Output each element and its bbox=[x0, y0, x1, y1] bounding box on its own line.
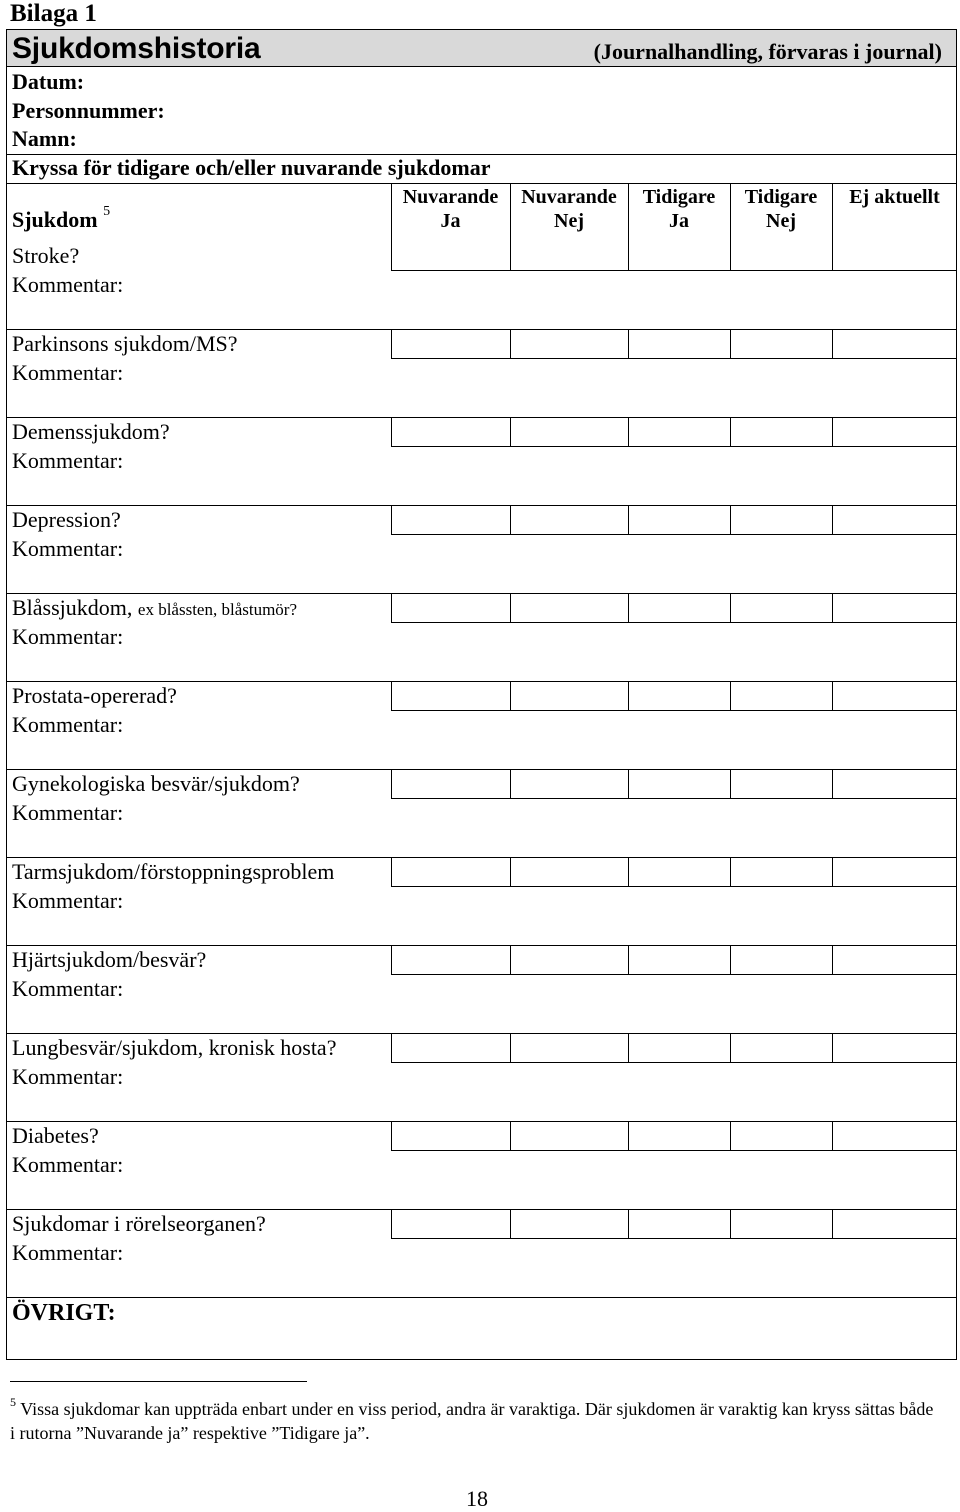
column-header-previous-no bbox=[730, 185, 832, 233]
table-header-row bbox=[6, 184, 957, 242]
checkbox-not-applicable[interactable] bbox=[832, 770, 957, 799]
footnote bbox=[10, 1392, 940, 1445]
checkbox-current-no[interactable] bbox=[510, 1210, 628, 1239]
checkbox-previous-yes[interactable] bbox=[628, 1210, 730, 1239]
column-header-line2: Ja bbox=[440, 210, 461, 232]
checkbox-previous-yes[interactable] bbox=[628, 858, 730, 887]
checkbox-not-applicable[interactable] bbox=[832, 330, 957, 359]
disease-question bbox=[12, 243, 79, 269]
checkbox-previous-yes[interactable] bbox=[628, 1034, 730, 1063]
disease-question bbox=[12, 1211, 266, 1237]
name-field[interactable]: Namn: bbox=[12, 126, 77, 151]
checkbox-not-applicable[interactable] bbox=[832, 946, 957, 975]
column-header-line1: Nuvarande bbox=[402, 186, 499, 208]
comment-field[interactable]: Kommentar: bbox=[12, 624, 124, 649]
instruction-text: Kryssa för tidigare och/eller nuvarande sjukdomar bbox=[12, 155, 491, 180]
checkbox-previous-no[interactable] bbox=[730, 770, 832, 799]
disease-question bbox=[12, 1123, 99, 1149]
disease-question bbox=[12, 507, 121, 533]
checkbox-not-applicable[interactable] bbox=[832, 858, 957, 887]
disease-question-text: Depression? bbox=[12, 507, 121, 532]
disease-question-text: Stroke? bbox=[12, 243, 80, 268]
checkbox-current-yes[interactable] bbox=[391, 858, 510, 887]
checkbox-not-applicable[interactable] bbox=[832, 1034, 957, 1063]
comment-field[interactable]: Kommentar: bbox=[12, 360, 124, 385]
checkbox-previous-no[interactable] bbox=[730, 242, 832, 271]
appendix-label: Bilaga 1 bbox=[10, 0, 97, 27]
title-row bbox=[6, 29, 957, 67]
disease-row bbox=[6, 770, 957, 858]
comment-field[interactable]: Kommentar: bbox=[12, 1240, 124, 1265]
comment-field[interactable]: Kommentar: bbox=[12, 272, 124, 297]
column-header-line2: Ja bbox=[669, 210, 689, 232]
disease-question bbox=[12, 683, 177, 709]
other-label: ÖVRIGT: bbox=[12, 1300, 116, 1326]
checkbox-previous-no[interactable] bbox=[730, 1210, 832, 1239]
checkbox-current-yes[interactable] bbox=[391, 330, 510, 359]
checkbox-previous-no[interactable] bbox=[730, 330, 832, 359]
disease-question bbox=[12, 331, 238, 357]
column-header-line1: Ej aktuellt bbox=[849, 186, 940, 208]
checkbox-previous-yes[interactable] bbox=[628, 1122, 730, 1151]
disease-row bbox=[6, 682, 957, 770]
footnote-divider bbox=[10, 1381, 307, 1382]
column-header-current-no bbox=[510, 185, 628, 233]
footnote-ref: 5 bbox=[103, 203, 111, 219]
disease-question bbox=[12, 1035, 336, 1061]
footnote-text: Vissa sjukdomar kan uppträda enbart under en viss period, andra är varaktiga. Där sjukdomen är varaktig kan kryss sättas både i rutorna ”Nuvarande ja” respektive ”Tidigare ja”. bbox=[10, 1399, 934, 1443]
disease-question bbox=[12, 859, 334, 885]
checkbox-current-no[interactable] bbox=[510, 770, 628, 799]
checkbox-current-yes[interactable] bbox=[391, 1122, 510, 1151]
column-header-current-yes bbox=[391, 185, 510, 233]
checkbox-current-yes[interactable] bbox=[391, 418, 510, 447]
checkbox-current-no[interactable] bbox=[510, 418, 628, 447]
checkbox-current-yes[interactable] bbox=[391, 770, 510, 799]
disease-question bbox=[12, 771, 300, 797]
checkbox-current-no[interactable] bbox=[510, 506, 628, 535]
comment-field[interactable]: Kommentar: bbox=[12, 976, 124, 1001]
checkbox-previous-yes[interactable] bbox=[628, 506, 730, 535]
patient-info-section bbox=[6, 67, 957, 155]
medical-history-form bbox=[6, 29, 957, 1360]
checkbox-previous-no[interactable] bbox=[730, 682, 832, 711]
column-header-line2: Nej bbox=[554, 210, 584, 232]
checkbox-current-yes[interactable] bbox=[391, 682, 510, 711]
personal-number-field[interactable]: Personnummer: bbox=[12, 98, 165, 123]
disease-column-header bbox=[12, 203, 111, 233]
other-section[interactable] bbox=[6, 1298, 957, 1360]
disease-question-text: Hjärtsjukdom/besvär? bbox=[12, 947, 207, 972]
disease-row bbox=[6, 1210, 957, 1298]
disease-row bbox=[6, 506, 957, 594]
checkbox-current-yes[interactable] bbox=[391, 242, 510, 271]
checkbox-current-no[interactable] bbox=[510, 1122, 628, 1151]
checkbox-current-no[interactable] bbox=[510, 242, 628, 271]
disease-question bbox=[12, 419, 170, 445]
disease-question-text: Sjukdomar i rörelseorganen? bbox=[12, 1211, 266, 1236]
disease-question-example: ex blåssten, blåstumör? bbox=[137, 600, 298, 619]
disease-row bbox=[6, 594, 957, 682]
column-header-not-applicable bbox=[832, 185, 957, 209]
disease-question-text: Prostata-opererad? bbox=[12, 683, 177, 708]
footnote-number: 5 bbox=[10, 1395, 16, 1409]
disease-question bbox=[12, 947, 206, 973]
date-field[interactable]: Datum: bbox=[12, 69, 85, 94]
disease-header-label: Sjukdom bbox=[12, 207, 98, 232]
disease-question bbox=[12, 595, 297, 621]
checkbox-current-no[interactable] bbox=[510, 594, 628, 623]
disease-row bbox=[6, 858, 957, 946]
checkbox-previous-yes[interactable] bbox=[628, 418, 730, 447]
comment-field[interactable]: Kommentar: bbox=[12, 888, 124, 913]
disease-row bbox=[6, 1122, 957, 1210]
checkbox-previous-no[interactable] bbox=[730, 858, 832, 887]
checkbox-current-no[interactable] bbox=[510, 946, 628, 975]
column-header-line1: Nuvarande bbox=[521, 186, 617, 208]
checkbox-not-applicable[interactable] bbox=[832, 1210, 957, 1239]
disease-question-text: Gynekologiska besvär/sjukdom? bbox=[12, 771, 300, 796]
disease-question-text: Diabetes? bbox=[12, 1123, 99, 1148]
checkbox-previous-yes[interactable] bbox=[628, 242, 730, 271]
checkbox-not-applicable[interactable] bbox=[832, 418, 957, 447]
checkbox-previous-yes[interactable] bbox=[628, 946, 730, 975]
checkbox-previous-yes[interactable] bbox=[628, 770, 730, 799]
column-header-line1: Tidigare bbox=[642, 186, 716, 208]
checkbox-previous-yes[interactable] bbox=[628, 682, 730, 711]
disease-row bbox=[6, 330, 957, 418]
checkbox-previous-no[interactable] bbox=[730, 418, 832, 447]
page-number: 18 bbox=[466, 1486, 488, 1511]
checkbox-previous-no[interactable] bbox=[730, 1034, 832, 1063]
checkbox-not-applicable[interactable] bbox=[832, 594, 957, 623]
page-subtitle: (Journalhandling, förvaras i journal) bbox=[593, 39, 942, 64]
comment-field[interactable]: Kommentar: bbox=[12, 800, 124, 825]
disease-row bbox=[6, 946, 957, 1034]
column-header-previous-yes bbox=[628, 185, 730, 233]
disease-question-text: Parkinsons sjukdom/MS? bbox=[12, 331, 238, 356]
checkbox-current-yes[interactable] bbox=[391, 1210, 510, 1239]
column-header-line1: Tidigare bbox=[744, 186, 818, 208]
disease-question-text: Blåssjukdom, bbox=[12, 595, 138, 620]
checkbox-current-no[interactable] bbox=[510, 330, 628, 359]
checkbox-previous-no[interactable] bbox=[730, 946, 832, 975]
checkbox-previous-yes[interactable] bbox=[628, 594, 730, 623]
checkbox-current-yes[interactable] bbox=[391, 1034, 510, 1063]
checkbox-previous-yes[interactable] bbox=[628, 330, 730, 359]
column-header-line2: Nej bbox=[766, 210, 796, 232]
checkbox-not-applicable[interactable] bbox=[832, 1122, 957, 1151]
checkbox-current-yes[interactable] bbox=[391, 594, 510, 623]
checkbox-previous-no[interactable] bbox=[730, 506, 832, 535]
checkbox-current-yes[interactable] bbox=[391, 946, 510, 975]
disease-row bbox=[6, 242, 957, 330]
checkbox-current-no[interactable] bbox=[510, 682, 628, 711]
disease-question-text: Tarmsjukdom/förstoppningsproblem bbox=[12, 859, 335, 884]
instruction-row bbox=[6, 155, 957, 184]
disease-question-text: Demenssjukdom? bbox=[12, 419, 170, 444]
checkbox-previous-no[interactable] bbox=[730, 1122, 832, 1151]
checkbox-current-no[interactable] bbox=[510, 858, 628, 887]
disease-row bbox=[6, 418, 957, 506]
checkbox-current-yes[interactable] bbox=[391, 506, 510, 535]
comment-field[interactable]: Kommentar: bbox=[12, 1152, 124, 1177]
page-title: Sjukdomshistoria bbox=[12, 32, 261, 65]
checkbox-not-applicable[interactable] bbox=[832, 506, 957, 535]
checkbox-not-applicable[interactable] bbox=[832, 242, 957, 271]
comment-field[interactable]: Kommentar: bbox=[12, 536, 124, 561]
disease-row bbox=[6, 1034, 957, 1122]
comment-field[interactable]: Kommentar: bbox=[12, 1064, 124, 1089]
checkbox-previous-no[interactable] bbox=[730, 594, 832, 623]
comment-field[interactable]: Kommentar: bbox=[12, 712, 124, 737]
disease-question-text: Lungbesvär/sjukdom, kronisk hosta? bbox=[12, 1035, 337, 1060]
checkbox-current-no[interactable] bbox=[510, 1034, 628, 1063]
checkbox-not-applicable[interactable] bbox=[832, 682, 957, 711]
comment-field[interactable]: Kommentar: bbox=[12, 448, 124, 473]
